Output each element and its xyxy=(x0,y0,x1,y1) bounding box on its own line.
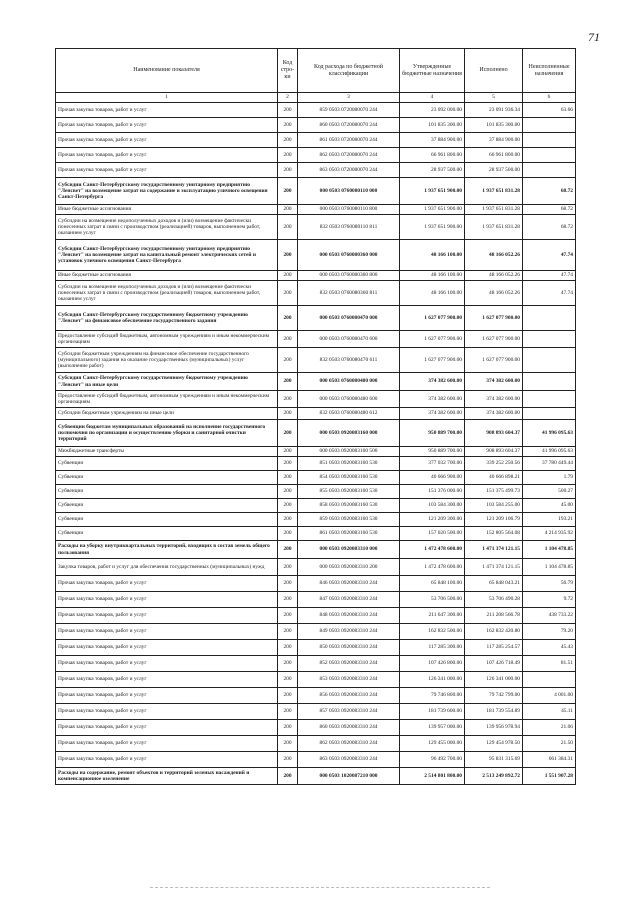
row-name: Прочая закупка товаров, работ и услуг xyxy=(56,656,278,672)
row-expense-code: 832 0503 0760080360 811 xyxy=(298,281,400,306)
table-row xyxy=(56,541,576,559)
row-line-code: 200 xyxy=(278,391,298,408)
column-number: 4 xyxy=(400,93,465,103)
row-executed: 1 471 374 121.15 xyxy=(465,541,523,559)
row-executed: 908 893 604.37 xyxy=(465,447,523,457)
table-row xyxy=(56,768,576,785)
column-number: 3 xyxy=(298,93,400,103)
row-name: Субсидии на возмещение недополученных доходов и (или) возмещение фактически понесенных затрат в связи с производством (реализацией) товаров, выполнением работ, оказанием услуг xyxy=(56,215,278,240)
row-unexecuted xyxy=(523,306,576,331)
row-unexecuted: 9.72 xyxy=(523,592,576,608)
row-line-code: 200 xyxy=(278,485,298,499)
table-row xyxy=(56,306,576,331)
row-name: Прочая закупка товаров, работ и услуг xyxy=(56,133,278,148)
row-unexecuted xyxy=(523,373,576,391)
row-name: Субсидии на возмещение недополученных доходов и (или) возмещение фактически понесенных затрат в связи с производством (реализацией) товаров, выполнением работ, оказанием услуг xyxy=(56,281,278,306)
row-line-code: 200 xyxy=(278,178,298,205)
row-executed: 121 209 106.79 xyxy=(465,513,523,527)
row-name: Иные бюджетные ассигнования xyxy=(56,271,278,281)
table-row xyxy=(56,527,576,541)
row-name: Субсидия Санкт-Петербургскому государственному бюджетному учреждению "Ленсвет" на иные цели xyxy=(56,373,278,391)
table-row xyxy=(56,271,576,281)
row-name: Субвенции xyxy=(56,513,278,527)
row-expense-code: 000 0503 0760080360 000 xyxy=(298,240,400,271)
row-expense-code: 861 0503 0720080070 244 xyxy=(298,133,400,148)
row-name: Субсидии бюджетным учреждениям на иные цели xyxy=(56,408,278,420)
table-row xyxy=(56,576,576,592)
row-approved: 950 889 700.00 xyxy=(400,447,465,457)
row-unexecuted: 193.21 xyxy=(523,513,576,527)
row-approved: 181 739 600.00 xyxy=(400,704,465,720)
row-expense-code: 858 0503 0920083160 530 xyxy=(298,499,400,513)
row-approved: 374 382 600.00 xyxy=(400,373,465,391)
row-line-code: 200 xyxy=(278,640,298,656)
row-executed: 139 956 978.94 xyxy=(465,720,523,736)
row-name: Прочая закупка товаров, работ и услуг xyxy=(56,148,278,163)
row-name: Прочая закупка товаров, работ и услуг xyxy=(56,688,278,704)
table-row xyxy=(56,471,576,485)
row-name: Прочая закупка товаров, работ и услуг xyxy=(56,163,278,178)
row-approved: 48 166 100.00 xyxy=(400,240,465,271)
row-unexecuted: 79.20 xyxy=(523,624,576,640)
table-row xyxy=(56,420,576,447)
row-expense-code: 832 0503 0760080480 612 xyxy=(298,408,400,420)
table-body xyxy=(56,103,576,785)
row-line-code: 200 xyxy=(278,103,298,118)
row-line-code: 200 xyxy=(278,471,298,485)
table-row xyxy=(56,608,576,624)
row-expense-code: 000 0503 0920083160 000 xyxy=(298,420,400,447)
row-approved: 1 937 651 900.00 xyxy=(400,215,465,240)
row-unexecuted: 47.74 xyxy=(523,271,576,281)
row-name: Субвенции xyxy=(56,471,278,485)
row-expense-code: 863 0503 0720080070 244 xyxy=(298,163,400,178)
table-row xyxy=(56,103,576,118)
row-expense-code: 000 0503 0760080480 000 xyxy=(298,373,400,391)
row-line-code: 200 xyxy=(278,408,298,420)
row-expense-code: 853 0503 0920083310 244 xyxy=(298,672,400,688)
row-executed: 53 706 490.28 xyxy=(465,592,523,608)
row-unexecuted xyxy=(523,391,576,408)
row-approved: 1 937 651 900.00 xyxy=(400,178,465,205)
row-unexecuted: 68.72 xyxy=(523,178,576,205)
row-name: Прочая закупка товаров, работ и услуг xyxy=(56,608,278,624)
row-line-code: 200 xyxy=(278,513,298,527)
budget-execution-table xyxy=(55,48,576,785)
row-line-code: 200 xyxy=(278,559,298,576)
row-line-code: 200 xyxy=(278,133,298,148)
header-executed: Исполнено xyxy=(465,49,523,93)
table-row xyxy=(56,720,576,736)
row-line-code: 200 xyxy=(278,752,298,768)
row-expense-code: 850 0503 0920083310 244 xyxy=(298,640,400,656)
row-expense-code: 860 0503 0720080070 244 xyxy=(298,118,400,133)
row-executed: 79 742 799.00 xyxy=(465,688,523,704)
row-approved: 28 937 500.00 xyxy=(400,163,465,178)
row-approved: 1 937 651 900.00 xyxy=(400,205,465,215)
table-row xyxy=(56,240,576,271)
table-row xyxy=(56,672,576,688)
row-unexecuted: 661 384.31 xyxy=(523,752,576,768)
row-unexecuted: 81.51 xyxy=(523,656,576,672)
row-executed: 181 739 554.89 xyxy=(465,704,523,720)
row-name: Прочая закупка товаров, работ и услуг xyxy=(56,704,278,720)
row-line-code: 200 xyxy=(278,331,298,348)
row-unexecuted: 41 996 095.63 xyxy=(523,447,576,457)
row-line-code: 200 xyxy=(278,163,298,178)
table-row xyxy=(56,704,576,720)
row-name: Прочая закупка товаров, работ и услуг xyxy=(56,720,278,736)
row-name: Субвенции xyxy=(56,485,278,499)
row-executed: 66 961 800.00 xyxy=(465,148,523,163)
row-executed: 1 471 374 121.15 xyxy=(465,559,523,576)
row-unexecuted: 56.79 xyxy=(523,576,576,592)
row-name: Иные бюджетные ассигнования xyxy=(56,205,278,215)
row-approved: 117 285 300.00 xyxy=(400,640,465,656)
row-approved: 107 426 800.00 xyxy=(400,656,465,672)
row-executed: 23 091 936.34 xyxy=(465,103,523,118)
row-unexecuted: 37 780 449.44 xyxy=(523,457,576,471)
row-expense-code: 862 0503 0920083310 244 xyxy=(298,736,400,752)
row-unexecuted xyxy=(523,408,576,420)
row-unexecuted: 1 551 907.28 xyxy=(523,768,576,785)
column-number: 1 xyxy=(56,93,278,103)
header-approved: Утвержденные бюджетные назначения xyxy=(400,49,465,93)
row-executed: 65 848 043.21 xyxy=(465,576,523,592)
row-unexecuted xyxy=(523,118,576,133)
row-expense-code: 000 0503 0760080360 800 xyxy=(298,271,400,281)
row-line-code: 200 xyxy=(278,608,298,624)
row-line-code: 200 xyxy=(278,420,298,447)
row-unexecuted: 63.66 xyxy=(523,103,576,118)
row-approved: 374 382 600.00 xyxy=(400,408,465,420)
row-approved: 139 957 000.00 xyxy=(400,720,465,736)
row-executed: 339 252 250.56 xyxy=(465,457,523,471)
row-executed: 37 884 900.00 xyxy=(465,133,523,148)
table-header-row xyxy=(56,49,576,93)
table-row xyxy=(56,133,576,148)
row-approved: 96 492 700.00 xyxy=(400,752,465,768)
row-unexecuted: 47.74 xyxy=(523,281,576,306)
row-unexecuted: 47.74 xyxy=(523,240,576,271)
row-executed: 374 382 600.00 xyxy=(465,408,523,420)
row-expense-code: 854 0503 0920083160 530 xyxy=(298,471,400,485)
row-name: Субсидии Санкт-Петербургскому государственному унитарному предприятию "Ленсвет" на возмещение затрат на капитальный ремонт электрических сетей и установок уличного освещения Санкт-Петербурга xyxy=(56,240,278,271)
row-approved: 1 627 077 900.00 xyxy=(400,348,465,373)
row-name: Прочая закупка товаров, работ и услуг xyxy=(56,592,278,608)
row-approved: 1 627 077 900.00 xyxy=(400,306,465,331)
table-row xyxy=(56,752,576,768)
row-approved: 40 666 900.00 xyxy=(400,471,465,485)
row-approved: 1 472 478 600.00 xyxy=(400,559,465,576)
table-row xyxy=(56,640,576,656)
page-number: 71 xyxy=(588,30,600,44)
row-approved: 37 884 900.00 xyxy=(400,133,465,148)
row-unexecuted: 41 996 095.63 xyxy=(523,420,576,447)
header-name: Наименование показателя xyxy=(56,49,278,93)
row-name: Прочая закупка товаров, работ и услуг xyxy=(56,576,278,592)
row-approved: 103 584 300.00 xyxy=(400,499,465,513)
row-line-code: 200 xyxy=(278,576,298,592)
row-line-code: 200 xyxy=(278,148,298,163)
row-name: Субвенции xyxy=(56,527,278,541)
table-row xyxy=(56,178,576,205)
row-unexecuted: 68.72 xyxy=(523,215,576,240)
row-name: Предоставление субсидий бюджетным, автономным учреждениям и иным некоммерческим организациям xyxy=(56,331,278,348)
row-unexecuted xyxy=(523,348,576,373)
row-expense-code: 857 0503 0920083310 244 xyxy=(298,704,400,720)
row-executed: 1 937 651 831.28 xyxy=(465,205,523,215)
row-expense-code: 000 0503 0920083310 000 xyxy=(298,541,400,559)
row-name: Субвенции бюджетам муниципальных образований на исполнение государственного полномочия по организации и осуществлению уборки и санитарной очистки территорий xyxy=(56,420,278,447)
row-executed: 211 208 566.78 xyxy=(465,608,523,624)
table-row xyxy=(56,281,576,306)
row-name: Прочая закупка товаров, работ и услуг xyxy=(56,624,278,640)
table-row xyxy=(56,215,576,240)
row-unexecuted: 4 214 935.92 xyxy=(523,527,576,541)
row-executed: 40 666 898.21 xyxy=(465,471,523,485)
table-row xyxy=(56,331,576,348)
row-expense-code: 832 0503 0760080110 811 xyxy=(298,215,400,240)
row-name: Расходы на уборку внутриквартальных территорий, входящих в состав земель общего пользования xyxy=(56,541,278,559)
row-executed: 162 832 420.80 xyxy=(465,624,523,640)
row-unexecuted xyxy=(523,133,576,148)
row-unexecuted: 45.43 xyxy=(523,640,576,656)
row-expense-code: 000 0503 0760080110 800 xyxy=(298,205,400,215)
row-executed: 152 805 564.08 xyxy=(465,527,523,541)
row-executed: 28 937 500.00 xyxy=(465,163,523,178)
row-unexecuted: 21.06 xyxy=(523,720,576,736)
row-name: Закупка товаров, работ и услуг для обеспечения государственных (муниципальных) нужд xyxy=(56,559,278,576)
table-row xyxy=(56,485,576,499)
scan-artifact-line xyxy=(150,887,490,890)
row-line-code: 200 xyxy=(278,447,298,457)
row-unexecuted: 1 104 478.85 xyxy=(523,559,576,576)
row-unexecuted xyxy=(523,148,576,163)
table-row xyxy=(56,391,576,408)
row-approved: 162 832 500.00 xyxy=(400,624,465,640)
row-name: Прочая закупка товаров, работ и услуг xyxy=(56,736,278,752)
row-unexecuted: 1 104 478.85 xyxy=(523,541,576,559)
row-expense-code: 000 0503 0760080470 600 xyxy=(298,331,400,348)
row-name: Субсидии бюджетным учреждениям на финансовое обеспечение государственного (муниципального) задания на оказание государственных (муниципальных) услуг (выполнение работ) xyxy=(56,348,278,373)
row-line-code: 200 xyxy=(278,215,298,240)
row-expense-code: 000 0503 0920083310 200 xyxy=(298,559,400,576)
row-line-code: 200 xyxy=(278,240,298,271)
row-approved: 121 209 300.00 xyxy=(400,513,465,527)
row-approved: 374 382 600.00 xyxy=(400,391,465,408)
row-approved: 65 848 100.00 xyxy=(400,576,465,592)
table-row xyxy=(56,148,576,163)
row-approved: 2 514 801 800.00 xyxy=(400,768,465,785)
row-executed: 95 831 315.69 xyxy=(465,752,523,768)
column-number-row xyxy=(56,93,576,103)
row-unexecuted: 1.79 xyxy=(523,471,576,485)
row-expense-code: 000 0503 0760080480 600 xyxy=(298,391,400,408)
row-executed: 48 166 052.26 xyxy=(465,240,523,271)
table-row xyxy=(56,205,576,215)
row-approved: 151 376 000.00 xyxy=(400,485,465,499)
row-line-code: 200 xyxy=(278,271,298,281)
row-approved: 79 746 800.00 xyxy=(400,688,465,704)
row-approved: 1 472 478 600.00 xyxy=(400,541,465,559)
row-approved: 126 341 000.00 xyxy=(400,672,465,688)
row-line-code: 200 xyxy=(278,592,298,608)
row-expense-code: 861 0503 0920083160 530 xyxy=(298,527,400,541)
row-unexecuted: 4 001.00 xyxy=(523,688,576,704)
table-row xyxy=(56,373,576,391)
row-line-code: 200 xyxy=(278,541,298,559)
table-row xyxy=(56,408,576,420)
row-executed: 1 937 651 831.28 xyxy=(465,215,523,240)
row-name: Субсидии Санкт-Петербургскому государственному унитарному предприятию "Ленсвет" на возмещение затрат на содержание и эксплуатацию уличного освещения Санкт-Петербурга xyxy=(56,178,278,205)
row-unexecuted: 45.00 xyxy=(523,499,576,513)
table-row xyxy=(56,592,576,608)
row-line-code: 200 xyxy=(278,624,298,640)
row-expense-code: 847 0503 0920083310 244 xyxy=(298,592,400,608)
row-line-code: 200 xyxy=(278,373,298,391)
row-executed: 117 285 254.57 xyxy=(465,640,523,656)
row-approved: 1 627 077 900.00 xyxy=(400,331,465,348)
row-line-code: 200 xyxy=(278,672,298,688)
row-expense-code: 851 0503 0920083160 530 xyxy=(298,457,400,471)
row-executed: 1 627 077 900.00 xyxy=(465,331,523,348)
row-unexecuted xyxy=(523,331,576,348)
row-name: Прочая закупка товаров, работ и услуг xyxy=(56,672,278,688)
row-approved: 23 092 000.00 xyxy=(400,103,465,118)
row-executed: 101 835 300.00 xyxy=(465,118,523,133)
row-expense-code: 860 0503 0920083310 244 xyxy=(298,720,400,736)
row-name: Предоставление субсидий бюджетным, автономным учреждениям и иным некоммерческим организациям xyxy=(56,391,278,408)
table-row xyxy=(56,348,576,373)
row-expense-code: 859 0503 0720080070 244 xyxy=(298,103,400,118)
table-row xyxy=(56,163,576,178)
row-approved: 377 032 700.00 xyxy=(400,457,465,471)
header-line-code: Код стро- ки xyxy=(278,49,298,93)
row-line-code: 200 xyxy=(278,527,298,541)
row-name: Субсидия Санкт-Петербургскому государственному бюджетному учреждению "Ленсвет" на финансовое обеспечение государственного задания xyxy=(56,306,278,331)
row-executed: 48 166 052.26 xyxy=(465,271,523,281)
row-approved: 950 889 700.00 xyxy=(400,420,465,447)
table-row xyxy=(56,559,576,576)
row-executed: 48 166 052.26 xyxy=(465,281,523,306)
row-name: Субвенции xyxy=(56,457,278,471)
table-row xyxy=(56,656,576,672)
row-name: Межбюджетные трансферты xyxy=(56,447,278,457)
row-expense-code: 856 0503 0920083310 244 xyxy=(298,688,400,704)
row-line-code: 200 xyxy=(278,768,298,785)
row-approved: 157 020 500.00 xyxy=(400,527,465,541)
row-name: Прочая закупка товаров, работ и услуг xyxy=(56,640,278,656)
row-executed: 1 627 077 900.00 xyxy=(465,348,523,373)
row-line-code: 200 xyxy=(278,457,298,471)
row-executed: 103 584 255.00 xyxy=(465,499,523,513)
row-name: Прочая закупка товаров, работ и услуг xyxy=(56,752,278,768)
row-line-code: 200 xyxy=(278,736,298,752)
row-expense-code: 000 0503 0920083160 500 xyxy=(298,447,400,457)
row-expense-code: 862 0503 0720080070 244 xyxy=(298,148,400,163)
row-expense-code: 849 0503 0920083310 244 xyxy=(298,624,400,640)
row-executed: 2 513 249 892.72 xyxy=(465,768,523,785)
row-unexecuted: 500.27 xyxy=(523,485,576,499)
row-line-code: 200 xyxy=(278,205,298,215)
row-expense-code: 852 0503 0920083310 244 xyxy=(298,656,400,672)
row-executed: 374 382 600.00 xyxy=(465,373,523,391)
row-expense-code: 000 0503 0760080110 000 xyxy=(298,178,400,205)
row-unexecuted: 438 733.22 xyxy=(523,608,576,624)
column-number: 6 xyxy=(523,93,576,103)
row-name: Субвенции xyxy=(56,499,278,513)
header-expense-code: Код расхода по бюджетной классификации xyxy=(298,49,400,93)
row-line-code: 200 xyxy=(278,118,298,133)
row-line-code: 200 xyxy=(278,306,298,331)
row-approved: 211 647 300.00 xyxy=(400,608,465,624)
row-name: Прочая закупка товаров, работ и услуг xyxy=(56,103,278,118)
table-row xyxy=(56,118,576,133)
row-line-code: 200 xyxy=(278,348,298,373)
row-unexecuted: 45.11 xyxy=(523,704,576,720)
row-approved: 53 706 500.00 xyxy=(400,592,465,608)
row-unexecuted: 68.72 xyxy=(523,205,576,215)
row-approved: 101 835 300.00 xyxy=(400,118,465,133)
row-approved: 66 961 800.00 xyxy=(400,148,465,163)
row-unexecuted xyxy=(523,672,576,688)
row-executed: 1 937 651 831.28 xyxy=(465,178,523,205)
header-unexecuted: Неисполненные назначения xyxy=(523,49,576,93)
row-unexecuted: 21.50 xyxy=(523,736,576,752)
row-expense-code: 848 0503 0920083310 244 xyxy=(298,608,400,624)
row-executed: 374 382 600.00 xyxy=(465,391,523,408)
row-executed: 126 341 000.00 xyxy=(465,672,523,688)
row-expense-code: 855 0503 0920083160 530 xyxy=(298,485,400,499)
row-approved: 48 166 100.00 xyxy=(400,281,465,306)
table-row xyxy=(56,736,576,752)
row-approved: 129 455 000.00 xyxy=(400,736,465,752)
column-number: 5 xyxy=(465,93,523,103)
row-name: Прочая закупка товаров, работ и услуг xyxy=(56,118,278,133)
row-expense-code: 863 0503 0920083310 244 xyxy=(298,752,400,768)
table-row xyxy=(56,499,576,513)
row-executed: 129 454 978.50 xyxy=(465,736,523,752)
column-number: 2 xyxy=(278,93,298,103)
table-row xyxy=(56,624,576,640)
row-line-code: 200 xyxy=(278,281,298,306)
row-expense-code: 000 0503 0760080470 000 xyxy=(298,306,400,331)
row-line-code: 200 xyxy=(278,720,298,736)
row-approved: 48 166 100.00 xyxy=(400,271,465,281)
table-row xyxy=(56,513,576,527)
row-executed: 151 375 499.73 xyxy=(465,485,523,499)
row-executed: 908 893 604.37 xyxy=(465,420,523,447)
row-expense-code: 000 0503 1020087210 000 xyxy=(298,768,400,785)
table-row xyxy=(56,457,576,471)
row-expense-code: 859 0503 0920083160 530 xyxy=(298,513,400,527)
row-executed: 107 426 718.49 xyxy=(465,656,523,672)
row-expense-code: 832 0503 0760080470 611 xyxy=(298,348,400,373)
row-unexecuted xyxy=(523,163,576,178)
table-row xyxy=(56,688,576,704)
row-line-code: 200 xyxy=(278,704,298,720)
row-line-code: 200 xyxy=(278,688,298,704)
row-line-code: 200 xyxy=(278,656,298,672)
row-executed: 1 627 077 900.00 xyxy=(465,306,523,331)
row-line-code: 200 xyxy=(278,499,298,513)
row-name: Расходы на содержание, ремонт объектов и территорий зеленых насаждений и компенсационное озеленение xyxy=(56,768,278,785)
row-expense-code: 846 0503 0920083310 244 xyxy=(298,576,400,592)
table-row xyxy=(56,447,576,457)
